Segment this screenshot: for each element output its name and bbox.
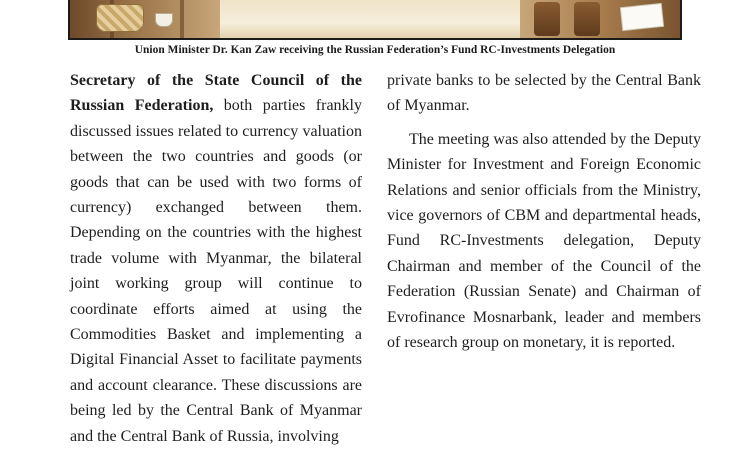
meeting-photo [68, 0, 682, 40]
photo-conference-table [220, 0, 520, 38]
article-paragraph: The meeting was also attended by the Deputy Minister for Investment and Foreign Economic Relations and senior officials from the Ministry, vice governors of CBM and departmental heads, Fund RC-Investments delegation, Deputy Chairman and member of the Council of the Federation (Russian Senate) and Chairman of Evrofinance Mosnarbank, leader and members of research group on monetary, it is reported. [387, 130, 701, 352]
lead-bold-text: Secretary of the State Council of the Russian Federation, [70, 72, 362, 115]
photo-chair [534, 2, 560, 36]
photo-gift-basket [96, 4, 144, 32]
photo-wall-panel [180, 0, 184, 38]
photo-document [621, 4, 663, 30]
article-paragraph-continuation: private banks to be selected by the Central Bank of Myanmar. [387, 72, 701, 115]
article-paragraph [70, 68, 362, 449]
photo-wood-wall-left [70, 0, 220, 38]
paragraph-body: both parties frankly discussed issues related to currency valuation between the two countries and goods (or goods that can be used with two forms of currency) exchanged between them. Depending on the countries with the highest trade volume with Myanmar, the bilateral joint working group will continue to coordinate efforts aimed at using the Commodities Basket and implementing a Digital Financial Asset to facilitate payments and account clearance. These discussions are being led by the Central Bank of Myanmar and the Central Bank of Russia, involving [70, 97, 363, 445]
article-left-column [70, 68, 362, 449]
article-right-column [387, 68, 701, 355]
photo-chair [574, 2, 600, 36]
photo-teacup [156, 14, 172, 26]
photo-caption: Union Minister Dr. Kan Zaw receiving the Russian Federation’s Fund RC-Investments Delegation [134, 44, 616, 56]
